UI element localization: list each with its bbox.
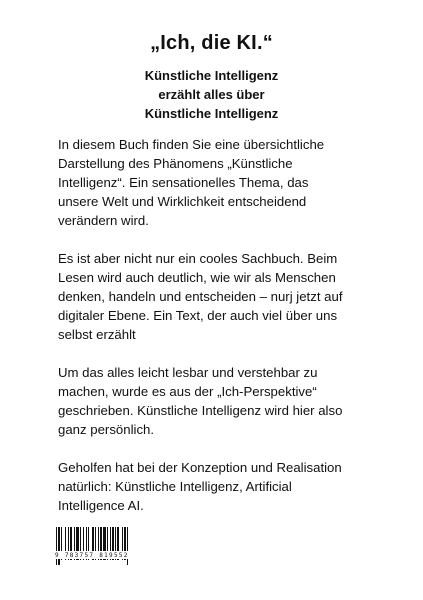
text-line: Es ist aber nicht nur ein cooles Sachbuch. Beim	[58, 251, 338, 266]
barcode	[55, 527, 145, 565]
barcode-bar	[56, 527, 57, 565]
text-line: verändern wird.	[58, 213, 149, 228]
blurb-paragraph	[58, 458, 388, 515]
text-line: denken, handeln und entscheiden – nurj jetzt auf	[58, 289, 343, 304]
barcode-bars	[55, 527, 145, 565]
text-line: Darstellung des Phänomens „Künstliche	[58, 156, 293, 171]
text-line: ganz persönlich.	[58, 422, 155, 437]
text-line: unsere Welt und Wirklichkeit entscheidend	[58, 194, 307, 209]
blurb-paragraph	[58, 135, 388, 230]
barcode-digits: 9 783757 819552	[55, 551, 147, 559]
text-line: machen, wurde es aus der „Ich-Perspektive“	[58, 384, 317, 399]
text-line: Intelligence AI.	[58, 498, 144, 513]
text-line: In diesem Buch finden Sie eine übersichtliche	[58, 137, 325, 152]
text-line: Intelligenz“. Ein sensationelles Thema, das	[58, 175, 309, 190]
text-line: natürlich: Künstliche Intelligenz, Artificial	[58, 479, 292, 494]
blurb-paragraph	[58, 249, 388, 344]
barcode-bar	[127, 527, 128, 565]
subtitle-line: Künstliche Intelligenz	[144, 106, 279, 121]
text-line: Um das alles leicht lesbar und verstehbar zu	[58, 365, 318, 380]
barcode-bar	[58, 527, 60, 565]
text-line: geschrieben. Künstliche Intelligenz wird hier also	[58, 403, 343, 418]
book-subtitle	[0, 66, 423, 123]
text-line: Lesen wird auch deutlich, wie wir als Menschen	[58, 270, 336, 285]
blurb-paragraph	[58, 363, 388, 439]
blurb-text	[58, 135, 388, 534]
subtitle-line: Künstliche Intelligenz	[144, 68, 279, 83]
text-line: Geholfen hat bei der Konzeption und Realisation	[58, 460, 342, 475]
text-line: digitaler Ebene. Ein Text, der auch viel über uns	[58, 308, 338, 323]
text-line: selbst erzählt	[58, 327, 136, 342]
book-title: „Ich, die KI.“	[150, 32, 273, 54]
subtitle-line: erzählt alles über	[158, 87, 265, 102]
